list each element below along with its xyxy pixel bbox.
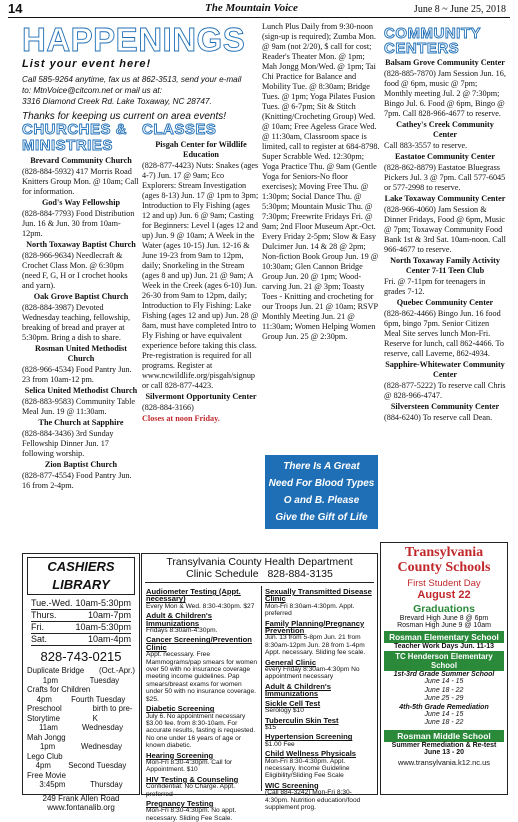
library-event-day: Second Tuesday [68, 761, 127, 770]
community-center-text: Fri. @ 7-11pm for teenagers in grades 7-12. [384, 277, 486, 296]
church-name: Rosman United Methodist Church [35, 344, 127, 363]
header-rule [8, 17, 510, 18]
health-service-text: every Friday 8:30am-4:30pm No appointment necessary [265, 666, 360, 681]
blood-ad-line: O and B. Please [283, 495, 360, 506]
community-center-name: Sapphire-Whitewater Community Center [385, 360, 505, 379]
health-service-text: Serology $10 [265, 707, 304, 715]
first-day-label: First Student Day [407, 578, 481, 589]
library-event-time: 4pm [36, 694, 52, 704]
community-center-text: (828-877-5222) To reserve call Chris @ 828-966-4747. [384, 381, 506, 400]
teacher-workdays: Teacher Work Days Jun. 11-13 [393, 643, 495, 650]
health-subtitle: Clinic Schedule [186, 568, 259, 580]
happenings-contact-3: 3316 Diamond Creek Rd. Lake Toxaway, NC 28747. [22, 97, 212, 106]
community-center-text: (884-6240) To reserve call Dean. [384, 413, 493, 422]
first-day-date: August 22 [417, 589, 471, 601]
church-text: (828-884-3987) Devoted Wednesday teaching, fellowship, breaking of bread and prayer at 5:30pm. Bring a dish to share. [22, 303, 131, 342]
health-service-heading: Sexually Transmitted Disease Clinic [265, 587, 372, 604]
classes-entry-name: Silvermont Opportunity Center [145, 392, 257, 401]
library-event-time: 1pm [42, 675, 58, 685]
summer-date: June 25 - 29 [424, 695, 464, 702]
page-number: 14 [8, 1, 23, 16]
library-event-name: Preschool Storytime [27, 704, 62, 723]
library-hours-day: Sat. [31, 634, 48, 644]
library-hours-row [31, 610, 131, 622]
library-event-name: Lego Club [27, 751, 63, 761]
issue-date: June 8 ~ June 25, 2018 [413, 4, 506, 15]
health-service-text: July 6. No appointment necessary $3.00 fee. from 8:30-10am. For accurate results, fasting is requested. No one under 16 years of age or known diabetic. [146, 712, 256, 750]
church-text: (828-966-4534) Food Pantry Jun. 23 from 10am-12 pm. [22, 365, 132, 384]
community-center-name: Eastatoe Community Center [394, 152, 496, 161]
library-event-name: Free Movie [27, 770, 66, 780]
library-event-day: Fourth Tuesday [71, 694, 126, 704]
library-hours-time: 10am-5:30pm [75, 598, 131, 608]
community-center-name: Quebec Community Center [396, 298, 494, 307]
health-service-heading: General Clinic [265, 657, 317, 667]
library-event-name: Mah Jongg [27, 732, 66, 742]
community-center-name: Balsam Grove Community Center [385, 58, 505, 67]
church-text: (828-884-3436) 3rd Sunday Fellowship Dinner Jun. 17 following worship. [22, 429, 114, 458]
library-event-note: (Oct.-Apr.) [99, 666, 135, 675]
grad-line: Rosman High June 9 @ 10am [397, 622, 491, 629]
library-event-name-row [27, 704, 135, 723]
community-center-text: (828-885-7870) Jam Session Jun. 16, food @ 6pm, music @ 7pm; Monthly meeting Jul. 2 @ 7:30pm; Bingo Jul. 6. Food @ 6pm, Bingo @ 7pm. Call 828-966-4677 to reserve. [384, 69, 506, 118]
library-event-name-row [27, 666, 135, 676]
church-name: Brevard Community Church [30, 156, 132, 165]
community-center-text: (828-862-8879) Eastatoe Bluegrass Pickers Jul. 3 @ 7pm. Call 577-6045 or 577-2998 to reserve. [384, 163, 506, 192]
community-column [384, 26, 506, 538]
library-event-time-row [27, 723, 135, 733]
church-name: Selica United Methodist Church [24, 386, 138, 395]
library-event-name-row [27, 685, 135, 695]
library-event-time: 1pm [39, 742, 56, 751]
church-name: Oak Grove Baptist Church [33, 292, 129, 301]
library-event-name-row [27, 733, 135, 743]
library-title: CASHIERS LIBRARY [27, 557, 135, 595]
library-hours-time: 10am-5:30pm [75, 622, 131, 632]
health-service-heading: Diabetic Screening [146, 704, 215, 714]
schools-title-2: County Schools [397, 560, 491, 575]
health-service-heading: HIV Testing & Counseling [146, 774, 239, 784]
community-center-name: North Toxaway Family Activity Center 7-11 Teen Club [390, 256, 500, 275]
community-center-name: Silversteen Community Center [390, 402, 500, 411]
health-service-text: $15 [265, 723, 277, 731]
health-service-text: Mon-Fri 8:30-4:30pm. No appt. necessary. Sliding Fee Scale. [146, 807, 237, 822]
library-hours-row [31, 598, 131, 610]
library-event-day: Thursday [90, 780, 123, 789]
library-event-name: Duplicate Bridge [27, 666, 85, 675]
health-service-heading: Audiometer Testing (Appt. necessary) [146, 587, 241, 604]
blood-ad-line: Give the Gift of Life [275, 512, 368, 523]
health-service-text: Mon-Fri 8:30-4:30pm. Appt. necessary. Income Guideline Eligibility/Sliding Fee Scale [265, 757, 350, 780]
tch-banner: TC Henderson Elementary School [384, 651, 504, 671]
church-text: (828-884-5932) 417 Morris Road Knitters Group Mon. @ 10am; Call for information. [22, 167, 139, 196]
health-service-heading: Adult & Children's Immunizations [265, 681, 331, 699]
health-service-heading: Sickle Cell Test [265, 698, 321, 708]
classes-closing-note: Closes at noon Friday. [142, 414, 220, 423]
library-hours-day: Fri. [31, 622, 44, 632]
church-text: (828-966-9634) Needlecraft & Crochet Class Mon. @ 6:30pm (need F, G, H or I crochet hooks and yarn). [22, 251, 128, 290]
library-event-name-row [27, 771, 135, 781]
library-web: www.fontanalib.org [47, 802, 115, 812]
blood-ad-line: Need For Blood Types [268, 478, 375, 489]
masthead: The Mountain Voice [205, 2, 298, 14]
remediation-date: June 18 - 22 [424, 719, 464, 726]
summer-date: June 18 - 22 [424, 686, 464, 694]
community-center-text: (828-966-4060) Jam Session & Dinner Fridays, Food @ 6pm, Music @ 7pm; Toxaway Community Food Bank 1st & 3rd Sat. 10am-noon. Call 966-4677 to reserve. [384, 205, 506, 254]
churches-title: CHURCHES & MINISTRIES [22, 121, 128, 154]
middle-sub: Summer Remediation & Re-test [391, 741, 497, 749]
schools-web: www.transylvania.k12.nc.us [397, 757, 491, 767]
health-service-text: $1.00 Fee [265, 740, 295, 748]
health-service-text: Mon-Fri 8:30-4:30pm. Call for Appointment. $10 [146, 758, 233, 774]
library-hours-time: 10am-7pm [87, 610, 131, 620]
health-service-heading: Pregnancy Testing [146, 798, 214, 808]
classes-entry-name: Pisgah Center for Wildlife Education [155, 140, 247, 159]
library-event-time: 3:45pm [39, 780, 66, 789]
library-address: 249 Frank Allen Road [42, 793, 120, 803]
health-service-heading: WIC Screening [265, 780, 319, 790]
library-event-time-row [27, 742, 135, 752]
church-name: North Toxaway Baptist Church [26, 240, 136, 249]
community-title: COMMUNITY CENTERS [384, 25, 481, 57]
health-service-text: Fridays 8:30am-4:30pm. [146, 627, 218, 635]
page-header [0, 0, 518, 19]
church-name: Zion Baptist Church [44, 460, 118, 469]
happenings-thanks: Thanks for keeping us current on area events! [22, 111, 227, 122]
happenings-title: HAPPENINGS [22, 21, 246, 58]
health-service-heading: Hypertension Screening [265, 732, 353, 742]
health-title: Transylvania County Health Department [166, 556, 353, 568]
library-event-name: Crafts for Children [27, 685, 91, 694]
happenings-subtitle: List your event here! [22, 58, 152, 70]
remediation-heading: 4th-5th Grade Remediation [399, 703, 489, 711]
library-hours-day: Tue.-Wed. [31, 598, 73, 608]
health-service-text: (Call 884-3242) Mon-Fri 8:30-4:30pm. Nutrition education/food supplement prog. [265, 789, 361, 811]
classes-entry-text: (828-877-4423) Nuts: Snakes (ages 4-7) Jun. 17 @ 9am; Eco Explorers: Stream Investigation (ages 8-13) Jun. 17 @ 1pm to 3pm; Introduction to Fly Fishing (ages 12 and up) Jun. 6 @ 9am; Casting for Beginners: Level I (ages 12 and up) Jun. 9 @ 10am; A Week in the Water (ages 10-15) Jun. 12-16 & June 19-23 from 9am to 12pm, daily; Snorkeling in the Stream (ages 8 and up) Jun. 21 @ 9am; A Week in the Creek (ages 6-10) Jun. 26-30 from 9am to 12pm, daily; Introduction to Fly Fishing: Lake Fishing (ages 12 and up) Jun. 28 @ 8am, must have completed Intro to Fly Fishing or have equivalent experience before taking this class. Pre-registration is required for all programs. Register at www.ncwildlife.org/pisgah/signup or call 828-877-4423. [142, 161, 259, 390]
library-box [22, 553, 140, 812]
rosman-middle-banner: Rosman Middle School [384, 730, 504, 742]
health-service-heading: Child Wellness Physicals [265, 749, 357, 759]
graduations-heading: Graduations [413, 603, 475, 615]
library-phone: 828-743-0215 [40, 649, 122, 664]
health-service-text: Appt. necessary. Free Mammograms/pap smears for women over 50 with no insurance coverage meeting income guidelines. Pap smears/breast exams for women under 50 with no insurance coverage. $25. [146, 651, 258, 703]
health-service-text: Jun. 13 from 5-8pm Jun. 21 from 8:30am-12pm Jun. 28 from 1-4pm Appt. necessary. Sliding fee scale. [265, 634, 366, 657]
health-service-heading: Family Planning/Pregnancy Prevention [265, 618, 365, 636]
health-dept-box [141, 553, 378, 822]
health-service-text: Confidential. No Charge. Appt. preferred [146, 783, 236, 798]
library-hours-row [31, 622, 131, 634]
blood-ad-line: There Is A Great [283, 461, 360, 472]
health-phone: 828-884-3135 [267, 568, 333, 580]
community-center-text: Call 883-3557 to reserve. [384, 141, 468, 150]
silvermont-text: Lunch Plus Daily from 9:30-noon (sign-up is required); Zumba Mon. @ 9am (not 2/20), $ call for cost; Reader's Theater Mon. @ 1pm; Mah Jongg Mon/Wed. @ 1pm; Tai Chi Practice for Balance and Mobility Tue. @ 8:30am; Bridge Tues. @ 1pm; Yoga Pilates Fusion Tues. @ 6-7pm; Sit & Stitch (Knitting/Crocheting Group) Wed. @ 10am; Free Ageless Grace Wed. @ 11:30am, Classroom space is limited, call to register at 684-8798. Super Scrabble Wed. 12:30pm; Yoga Practice Thu. @ 9am (Gentle Yoga for Seniors-No floor exercises); Moving Free Thu. @ 1:30pm; Social Dance Thu. @ 5:30pm; Mountain Music Thu. @ 7:30pm; Freewrite Fridays Fri. @ 9am; 2nd Floor Museum Apr.-Oct. Every Friday 2-5pm; Slow & Easy Dulcimer Jun. 14 & 28 @ 2pm; Non-fiction Book Group Jun. 19 @ 10:30am; Glen Cannon Bridge Group Jun. 20 @ 1pm; Wood-carving Jun. 21 @ 3pm; Toasty Toes - Knitting and crocheting for our Troops Jun. 21 @ 10am; RSVP Monthly Meeting Jun. 21 @ 11:30am; Women Helping Women Group Jun. 25 @ 2:30pm. [262, 22, 380, 341]
health-service-heading: Tuberculin Skin Test [265, 715, 339, 725]
church-text: (828-884-7793) Food Distribution Jun. 16 & Jun. 30 from 10am-12pm. [22, 209, 135, 238]
schools-box [380, 542, 508, 795]
library-event-note: birth to pre-K [92, 704, 133, 723]
classes-column [142, 122, 260, 550]
happenings-block [22, 22, 270, 130]
blood-drive-ad [265, 455, 378, 529]
health-service-text: Every Mon & Wed. 8:30-4:30pm. $27 [146, 602, 255, 610]
library-event-time: 4pm [35, 761, 51, 770]
classes-entry-text: (828-884-3166) [142, 403, 194, 412]
church-text: (828-883-9583) Community Table Meal Jun. 19 @ 11:30am. [22, 397, 135, 416]
church-text: (828-877-4554) Food Pantry Jun. 16 from 2-4pm. [22, 471, 132, 490]
summer-date: June 14 - 15 [424, 678, 464, 685]
health-service-heading: Adult & Children's Immunizations [146, 611, 212, 628]
library-hours-row [31, 634, 131, 646]
community-center-text: (828-862-4466) Bingo Jun. 16 food 6pm, bingo 7pm. Senior Citizen Meal Site serves lunch Mon-Fri. Reserve for lunch, call 862-4466. To reserve, call Laverne, 862-4934. [384, 309, 505, 358]
health-service-text: Mon-Fri 8:30am-4:30pm. Appt. preferred [265, 602, 355, 618]
community-center-name: Lake Toxaway Community Center [384, 194, 506, 203]
library-event-time-row [27, 676, 135, 686]
library-event-day: Wednesday [81, 742, 123, 751]
library-event-day: Tuesday [89, 675, 120, 685]
summer-school-heading: 1st-3rd Grade Summer School [393, 671, 495, 678]
middle-dates: June 13 - 20 [423, 748, 465, 756]
library-event-time-row [27, 780, 135, 790]
library-event-time-row [27, 695, 135, 705]
happenings-contact-2: to: MtnVoice@citcom.net or mail us at: [22, 86, 162, 95]
library-hours-time: 10am-4pm [87, 634, 131, 644]
library-hours-day: Thurs. [31, 610, 57, 620]
silvermont-continued [262, 22, 380, 452]
library-event-name-row [27, 752, 135, 762]
churches-column [22, 122, 140, 550]
rosman-elem-banner: Rosman Elementary School [384, 631, 504, 643]
health-service-heading: Hearing Screening [146, 750, 214, 760]
community-center-name: Cathey's Creek Community Center [396, 120, 494, 139]
health-service-heading: Cancer Screening/Prevention Clinic [146, 635, 252, 652]
library-event-day: Wednesday [81, 723, 123, 732]
library-event-time-row [27, 761, 135, 771]
classes-title: CLASSES [142, 121, 217, 138]
church-name: God's Way Fellowship [41, 198, 121, 207]
grad-line: Brevard High June 8 @ 6pm [399, 615, 489, 622]
church-name: The Church at Sapphire [38, 418, 124, 427]
schools-title-1: Transylvania [404, 545, 484, 560]
happenings-contact-1: Call 585-9264 anytime, fax us at 862-3513, send your e-mail [22, 75, 242, 84]
remediation-date: June 14 - 15 [424, 710, 464, 718]
library-event-time: 11am [39, 723, 58, 732]
